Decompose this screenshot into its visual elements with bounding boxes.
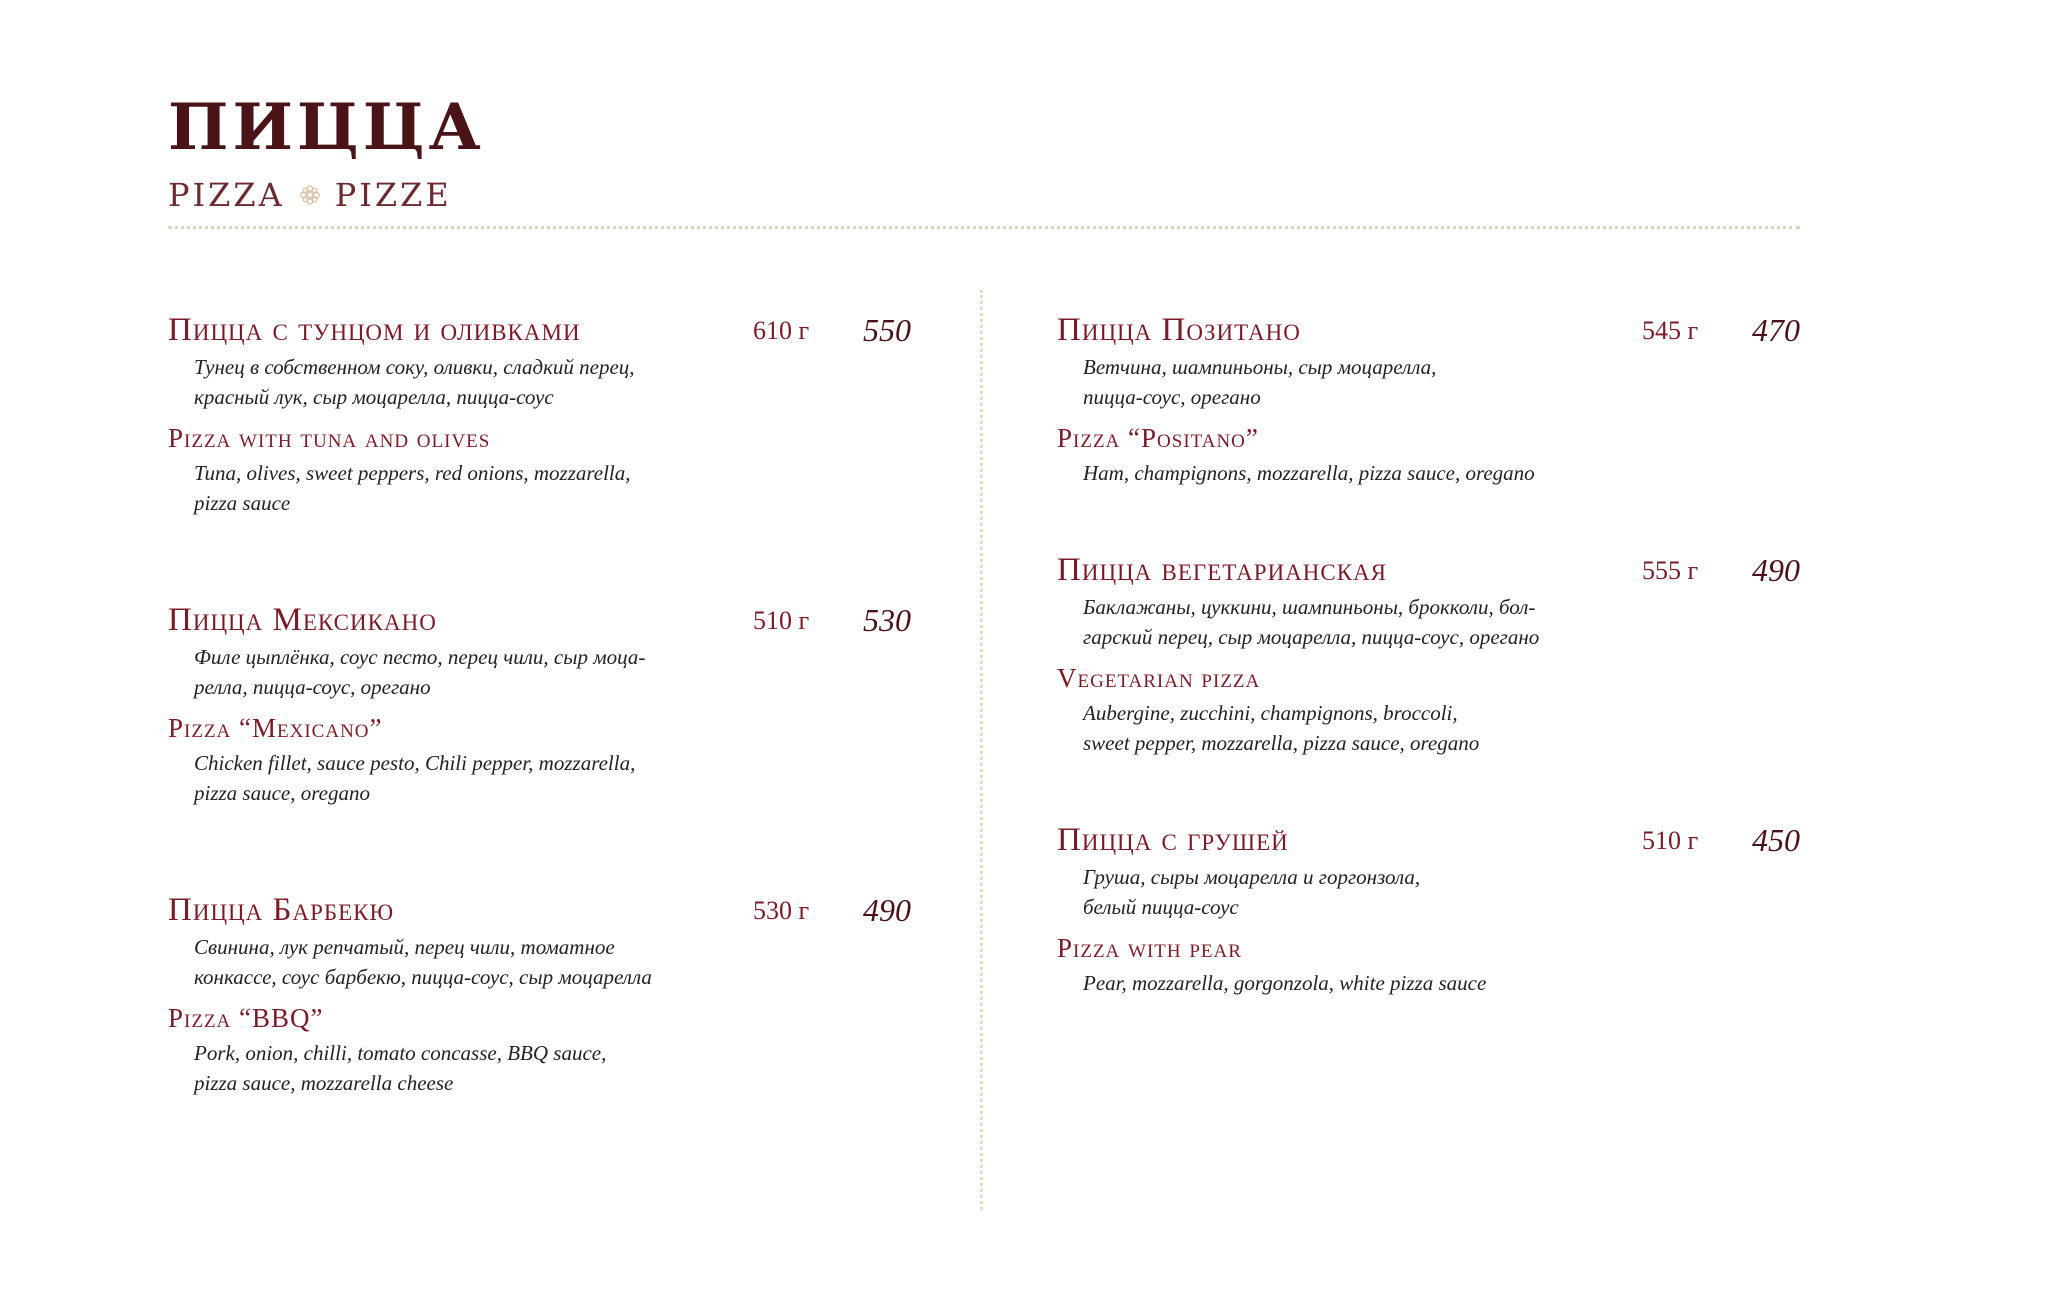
item-price: 530 [863, 602, 911, 638]
menu-item [1057, 552, 1800, 758]
item-name-ru: Пицца Барбекю [168, 892, 395, 928]
item-name-en: Pizza with tuna and olives [168, 423, 491, 453]
item-description-en: Ham, champignons, mozzarella, pizza sauce, oregano [1083, 461, 1535, 485]
item-description-en: Aubergine, zucchini, champignons, broccoli, sweet pepper, mozzarella, pizza sauce, oregano [1083, 701, 1480, 755]
column-divider [980, 290, 983, 1210]
item-name-en: Pizza “Positano” [1057, 423, 1259, 453]
item-name-en: Vegetarian pizza [1057, 663, 1261, 693]
item-description-en: Pork, onion, chilli, tomato concasse, BBQ sauce, pizza sauce, mozzarella cheese [194, 1041, 607, 1095]
page-subtitle [168, 176, 485, 214]
item-description-en: Pear, mozzarella, gorgonzola, white pizza sauce [1083, 971, 1487, 995]
item-name-en: Pizza “Mexicano” [168, 713, 383, 743]
item-name-ru: Пицца Мексикано [168, 602, 437, 638]
item-price: 490 [863, 892, 911, 928]
menu-item [168, 892, 911, 1098]
menu-item [1057, 822, 1800, 998]
menu-item [168, 602, 911, 808]
item-description-ru: Ветчина, шампиньоны, сыр моцарелла, пицца-соус, орегано [1083, 355, 1437, 409]
item-price: 550 [863, 312, 911, 348]
menu-item [168, 312, 911, 518]
header-divider [168, 226, 1800, 229]
flower-icon [299, 184, 321, 206]
item-weight: 530 г [753, 896, 810, 925]
item-weight: 610 г [753, 316, 810, 345]
item-weight: 545 г [1642, 316, 1699, 345]
item-name-en: Pizza “BBQ” [168, 1003, 324, 1033]
item-description-en: Tuna, olives, sweet peppers, red onions, mozzarella, pizza sauce [194, 461, 631, 515]
item-description-en: Chicken fillet, sauce pesto, Chili pepper, mozzarella, pizza sauce, oregano [194, 751, 636, 805]
page-header [168, 90, 485, 214]
item-description-ru: Баклажаны, цуккини, шампиньоны, брокколи, бол- гарский перец, сыр моцарелла, пицца-соус, орегано [1083, 595, 1540, 649]
item-weight: 510 г [1642, 826, 1699, 855]
item-name-ru: Пицца с грушей [1057, 822, 1289, 858]
item-price: 450 [1752, 822, 1800, 858]
item-price: 490 [1752, 552, 1800, 588]
item-price: 470 [1752, 312, 1800, 348]
menu-item [1057, 312, 1800, 488]
item-name-ru: Пицца с тунцом и оливками [168, 312, 581, 348]
subtitle-pizza: PIZZA [168, 176, 285, 214]
subtitle-pizze: PIZZE [334, 176, 452, 214]
page-title: ПИЦЦА [168, 90, 485, 165]
item-description-ru: Тунец в собственном соку, оливки, сладкий перец, красный лук, сыр моцарелла, пицца-соус [194, 355, 635, 409]
item-name-ru: Пицца Позитано [1057, 312, 1301, 348]
item-description-ru: Груша, сыры моцарелла и горгонзола, белый пицца-соус [1083, 865, 1421, 919]
menu-column-right [1057, 312, 1800, 998]
menu-column-left [168, 312, 911, 1098]
item-name-ru: Пицца вегетарианская [1057, 552, 1388, 588]
item-description-ru: Филе цыплёнка, соус песто, перец чили, сыр моца- релла, пицца-соус, орегано [194, 645, 646, 699]
item-weight: 510 г [753, 606, 810, 635]
item-description-ru: Свинина, лук репчатый, перец чили, томатное конкассе, соус барбекю, пицца-соус, сыр моцарелла [194, 935, 652, 989]
item-name-en: Pizza with pear [1057, 933, 1242, 963]
item-weight: 555 г [1642, 556, 1699, 585]
